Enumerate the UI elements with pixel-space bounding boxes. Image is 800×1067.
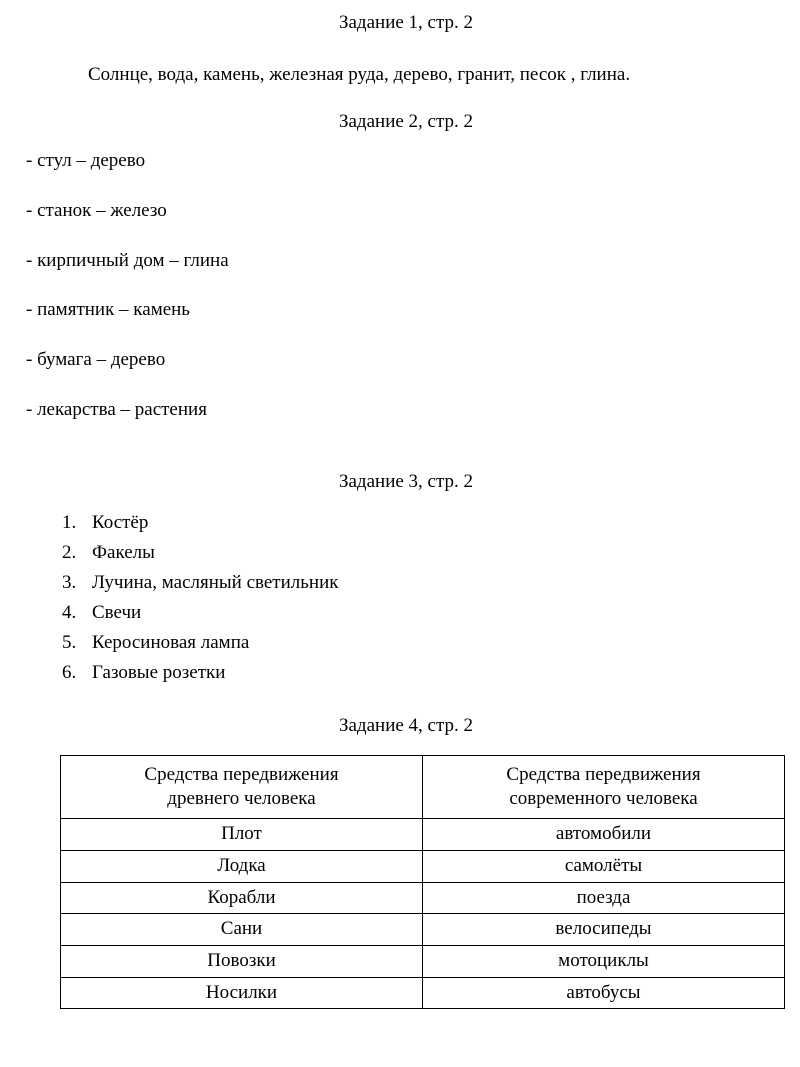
list-item: - кирпичный дом – глина <box>26 249 229 271</box>
list-item: - памятник – камень <box>26 299 190 321</box>
list-item-label: Свечи <box>92 601 142 623</box>
list-item: - лекарства – растения <box>26 398 207 420</box>
column-header-ancient-line-1: Средства передвижения <box>144 763 339 785</box>
list-item <box>16 513 784 532</box>
table-row <box>61 914 785 946</box>
task-3-numbered-list <box>16 494 784 682</box>
list-item-marker: 5. <box>62 631 77 653</box>
list-item-label: Факелы <box>92 541 155 563</box>
column-header-modern-line-1: Средства передвижения <box>506 763 701 785</box>
table-cell-ancient: Повозки <box>61 946 423 978</box>
list-item-label: Керосиновая лампа <box>92 631 250 653</box>
list-item-label: Лучина, масляный светильник <box>92 571 339 593</box>
table-row <box>61 882 785 914</box>
table-cell-ancient: Плот <box>61 819 423 851</box>
list-item <box>16 633 784 652</box>
list-item: - бумага – дерево <box>26 349 166 371</box>
section-heading-task-4: Задание 4, стр. 2 <box>338 714 474 736</box>
table-row <box>61 819 785 851</box>
list-item-marker: 2. <box>62 541 77 563</box>
list-item: - станок – железо <box>26 199 167 221</box>
table-body <box>61 819 785 1009</box>
list-item-label: Костёр <box>92 511 149 533</box>
table-row <box>61 977 785 1009</box>
table-cell-ancient: Лодка <box>61 851 423 883</box>
list-item <box>16 663 784 682</box>
list-item: - стул – дерево <box>26 149 146 171</box>
section-heading-task-1: Задание 1, стр. 2 <box>338 12 474 33</box>
table-cell-ancient: Носилки <box>61 977 423 1009</box>
table-cell-ancient: Корабли <box>61 882 423 914</box>
table-cell-modern: автобусы <box>423 977 785 1009</box>
table-cell-ancient: Сани <box>61 914 423 946</box>
task-4-table-wrapper <box>16 737 784 1009</box>
list-item <box>16 603 784 622</box>
list-item-marker: 3. <box>62 571 77 593</box>
task-1-paragraph: Солнце, вода, камень, железная руда, дерево, гранит, песок , глина. <box>88 63 631 85</box>
list-item-marker: 6. <box>62 661 77 683</box>
table-cell-modern: самолёты <box>423 851 785 883</box>
table-header <box>61 756 785 819</box>
table-cell-modern: велосипеды <box>423 914 785 946</box>
list-item <box>16 573 784 592</box>
column-header-modern-line-2: современного человека <box>509 788 698 810</box>
section-heading-task-2: Задание 2, стр. 2 <box>338 111 474 133</box>
section-heading-task-3: Задание 3, стр. 2 <box>338 470 474 492</box>
list-item-label: Газовые розетки <box>92 661 226 683</box>
list-item-marker: 4. <box>62 601 77 623</box>
column-header-ancient-line-2: древнего человека <box>167 788 316 810</box>
table-header-row <box>61 756 785 819</box>
table-row <box>61 946 785 978</box>
task-2-dash-list <box>16 134 784 422</box>
table-cell-modern: поезда <box>423 882 785 914</box>
vehicles-comparison-table <box>60 755 785 1009</box>
column-header-modern <box>423 756 785 819</box>
table-cell-modern: автомобили <box>423 819 785 851</box>
table-cell-modern: мотоциклы <box>423 946 785 978</box>
column-header-ancient <box>61 756 423 819</box>
table-row <box>61 851 785 883</box>
list-item-marker: 1. <box>62 511 77 533</box>
list-item <box>16 543 784 562</box>
